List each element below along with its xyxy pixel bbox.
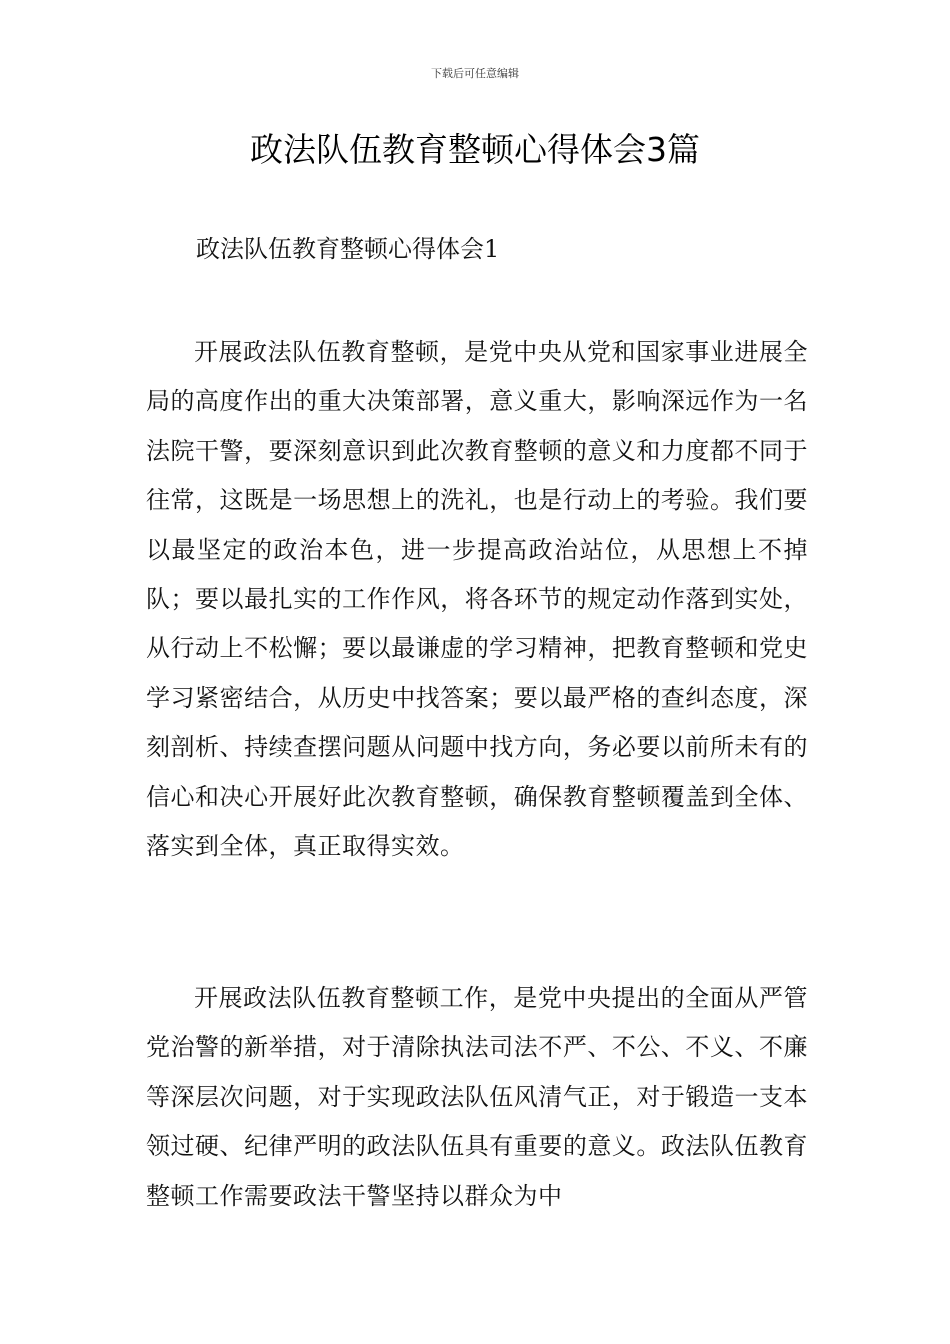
body-paragraph-2: 开展政法队伍教育整顿工作，是党中央提出的全面从严管党治警的新举措，对于清除执法司法不严、不公、不义、不廉等深层次问题，对于实现政法队伍风清气正，对于锻造一支本领过硬、纪律严明的政法队伍具有重要的意义。政法队伍教育整顿工作需要政法干警坚持以群众为中 [146,984,808,1210]
document-title: 政法队伍教育整顿心得体会3篇 [250,130,700,169]
header-note: 下载后可任意编辑 [431,67,519,80]
body-paragraph-1: 开展政法队伍教育整顿，是党中央从党和国家事业进展全局的高度作出的重大决策部署，意义重大，影响深远作为一名法院干警，要深刻意识到此次教育整顿的意义和力度都不同于往常，这既是一场思想上的洗礼，也是行动上的考验。我们要以最坚定的政治本色，进一步提高政治站位，从思想上不掉队；要以最扎实的工作作风，将各环节的规定动作落到实处，从行动上不松懈；要以最谦虚的学习精神，把教育整顿和党史学习紧密结合，从历史中找答案；要以最严格的查纠态度，深刻剖析、持续查摆问题从问题中找方向，务必要以前所未有的信心和决心开展好此次教育整顿，确保教育整顿覆盖到全体、落实到全体，真正取得实效。 [146,338,808,861]
section-heading: 政法队伍教育整顿心得体会1 [196,235,500,263]
